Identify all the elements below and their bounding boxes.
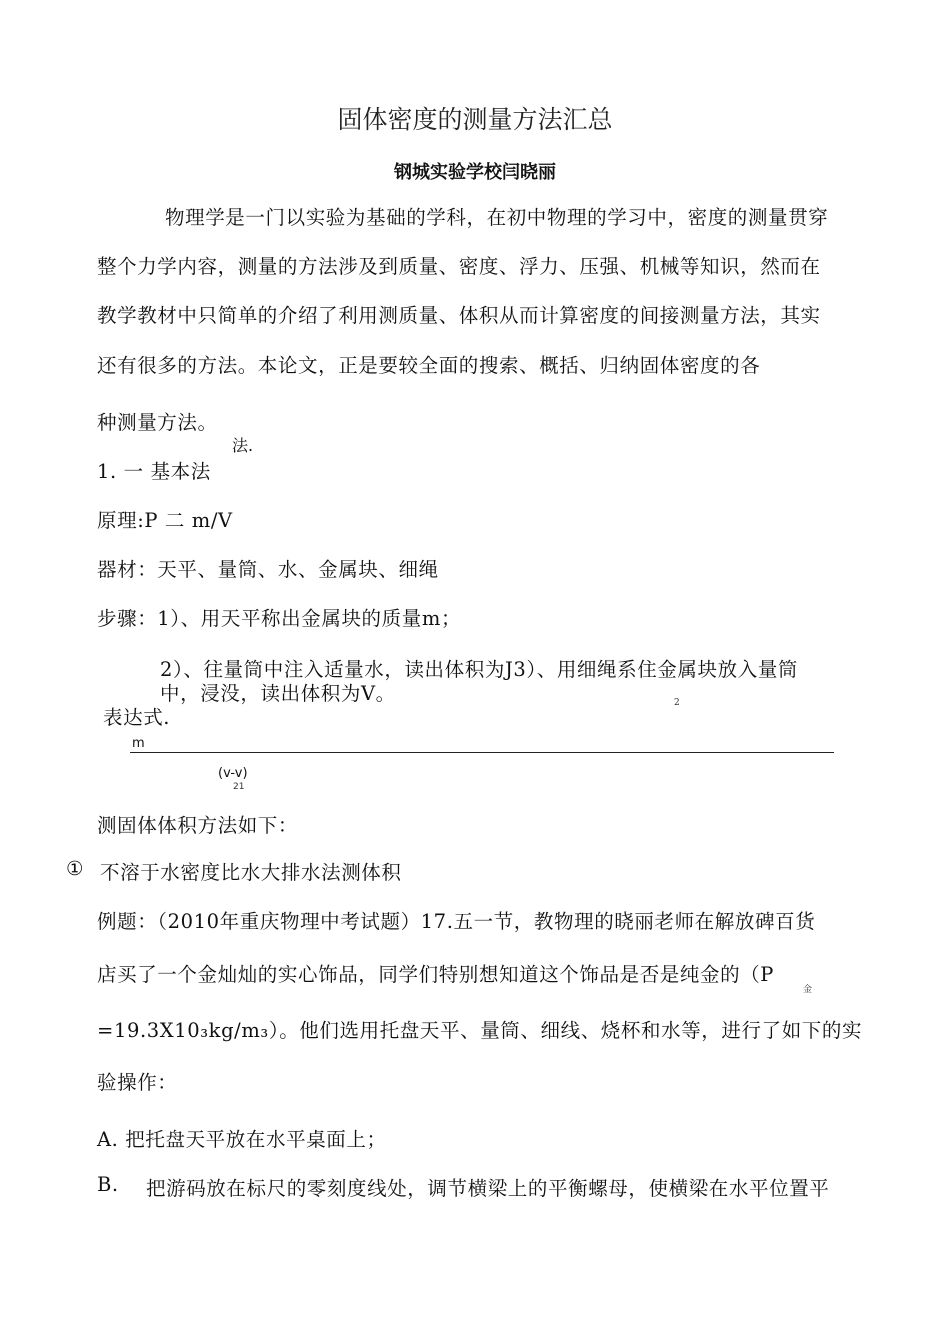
circled-number-1: ① bbox=[66, 857, 85, 880]
step-2-line-1: 2）、往量筒中注入适量水，读出体积为J3）、用细绳系住金属块放入量筒 bbox=[160, 658, 799, 681]
principle-line: 原理:P 二 m/V bbox=[97, 509, 233, 532]
example-line-2: 店买了一个金灿灿的实心饰品，同学们特别想知道这个饰品是否是纯金的（P bbox=[97, 963, 775, 986]
subscript-jin: 金 bbox=[803, 985, 813, 995]
example-line-3: =19.3X10₃kg/m₃）。他们选用托盘天平、量筒、细线、烧杯和水等，进行了如下的实 bbox=[97, 1019, 863, 1042]
author-line: 钢城实验学校闫晓丽 bbox=[394, 162, 556, 183]
example-line-4: 验操作： bbox=[97, 1071, 178, 1094]
intro-line-1: 物理学是一门以实验为基础的学科，在初中物理的学习中，密度的测量贯穿 bbox=[165, 206, 829, 229]
section-heading: 1. 一 基本法 bbox=[97, 460, 211, 483]
fraction-denominator: (v-v) bbox=[218, 766, 248, 781]
intro-line-3: 教学教材中只简单的介绍了利用测质量、体积从而计算密度的间接测量方法，其实 bbox=[97, 304, 821, 327]
fraction-numerator: m bbox=[132, 736, 145, 751]
intro-line-4: 还有很多的方法。本论文，正是要较全面的搜索、概括、归纳固体密度的各 bbox=[97, 354, 761, 377]
step-b-label: B. bbox=[97, 1173, 119, 1196]
step-a: A. 把托盘天平放在水平桌面上； bbox=[97, 1128, 387, 1151]
expression-label: 表达式. bbox=[103, 706, 171, 729]
example-line-1: 例题：（2010年重庆物理中考试题）17.五一节，教物理的晓丽老师在解放碑百货 bbox=[97, 910, 816, 933]
equipment-line: 器材：天平、量筒、水、金属块、细绳 bbox=[97, 558, 439, 581]
step-2-line-2: 中，浸没，读出体积为V。 bbox=[160, 682, 396, 705]
method-1-text: 不溶于水密度比水大排水法测体积 bbox=[100, 861, 402, 884]
step-1-line: 步骤：1）、用天平称出金属块的质量m； bbox=[97, 607, 462, 630]
superscript-2: 2 bbox=[674, 698, 680, 708]
intro-line-5: 种测量方法。 bbox=[97, 411, 218, 434]
volume-methods-heading: 测固体体积方法如下： bbox=[97, 814, 299, 837]
intro-line-2: 整个力学内容，测量的方法涉及到质量、密度、浮力、压强、机械等知识，然而在 bbox=[97, 255, 821, 278]
stray-fragment: 法. bbox=[232, 436, 254, 455]
denominator-subscript: 21 bbox=[233, 782, 245, 792]
fraction-bar bbox=[130, 752, 834, 753]
page-title: 固体密度的测量方法汇总 bbox=[337, 105, 613, 134]
step-b-text: 把游码放在标尺的零刻度线处，调节横梁上的平衡螺母，使横梁在水平位置平 bbox=[146, 1177, 830, 1200]
